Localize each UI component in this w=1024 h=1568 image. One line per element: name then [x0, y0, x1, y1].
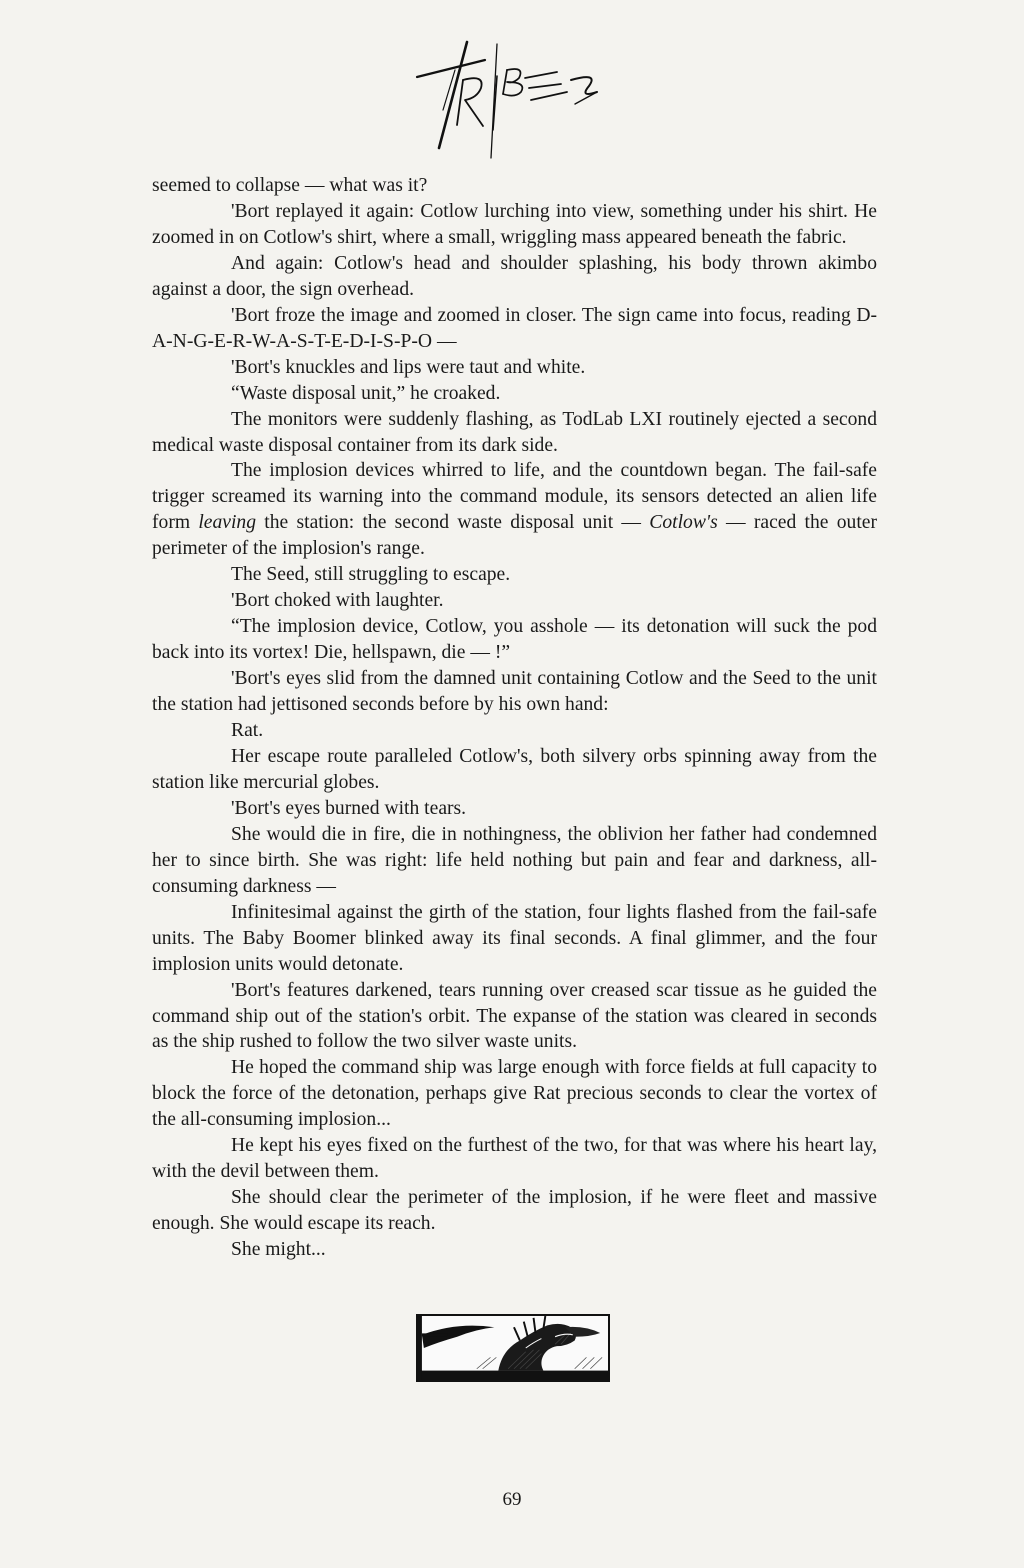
paragraph: And again: Cotlow's head and shoulder splashing, his body thrown akimbo against a door, the sign overhead. [152, 252, 877, 300]
tribes-logo [385, 30, 625, 170]
paragraph: 'Bort's knuckles and lips were taut and white. [231, 356, 586, 378]
paragraph: She might... [231, 1239, 326, 1261]
paragraph [152, 458, 877, 562]
paragraph: Rat. [231, 720, 264, 742]
paragraph: “The implosion device, Cotlow, you asshole — its detonation will suck the pod back into its vortex! Die, hellspawn, die — !” [152, 616, 877, 664]
alien-vignette-illustration [416, 1314, 610, 1382]
paragraph-segment: — raced the outer perimeter of the implosion's range. [152, 512, 877, 560]
paragraph: seemed to collapse — what was it? [152, 175, 428, 196]
story-text [152, 173, 877, 1263]
paragraph: The monitors were suddenly flashing, as TodLab LXI routinely ejected a second medical waste disposal container from its dark side. [152, 408, 877, 456]
paragraph: The Seed, still struggling to escape. [231, 564, 511, 586]
paragraph: 'Bort choked with laughter. [231, 590, 444, 612]
paragraph: He hoped the command ship was large enough with force fields at full capacity to block the force of the detonation, perhaps give Rat precious seconds to clear the vortex of the all-consuming implosion... [152, 1057, 877, 1131]
paragraph: 'Bort's eyes slid from the damned unit containing Cotlow and the Seed to the unit the station had jettisoned seconds before by his own hand: [152, 668, 877, 716]
alien-vignette-art [418, 1316, 608, 1380]
paragraph: 'Bort's eyes burned with tears. [231, 797, 467, 819]
paragraph: She would die in fire, die in nothingness, the oblivion her father had condemned her to since birth. She was right: life held nothing but pain and fear and darkness, all-consuming darkness — [152, 823, 877, 897]
paragraph: Infinitesimal against the girth of the station, four lights flashed from the fail-safe units. The Baby Boomer blinked away its final seconds. A final glimmer, and the four implosion units would detonate. [152, 901, 877, 975]
paragraph: She should clear the perimeter of the implosion, if he were fleet and massive enough. She would escape its reach. [152, 1187, 877, 1235]
italic-segment: leaving [198, 512, 257, 534]
tribes-logo-art [385, 30, 625, 170]
paragraph-segment: The implosion devices whirred to life, and the countdown began. The fail-safe trigger screamed its warning into the command module, its sensors detected an alien life form [152, 460, 877, 534]
paragraph: Her escape route paralleled Cotlow's, both silvery orbs spinning away from the station like mercurial globes. [152, 745, 877, 793]
italic-segment: Cotlow's [649, 512, 718, 534]
paragraph: 'Bort replayed it again: Cotlow lurching into view, something under his shirt. He zoomed in on Cotlow's shirt, where a small, wriggling mass appeared beneath the fabric. [152, 200, 877, 248]
paragraph-segment: the station: the second waste disposal unit — [256, 512, 650, 534]
paragraph: He kept his eyes fixed on the furthest of the two, for that was where his heart lay, with the devil between them. [152, 1135, 877, 1183]
paragraph: 'Bort froze the image and zoomed in closer. The sign came into focus, reading D-A-N-G-E-R-W-A-S-T-E-D-I-S-P-O — [152, 304, 877, 352]
page-number: 69 [502, 1489, 522, 1510]
paragraph: “Waste disposal unit,” he croaked. [231, 382, 501, 404]
paragraph: 'Bort's features darkened, tears running over creased scar tissue as he guided the command ship out of the station's orbit. The expanse of the station was cleared in seconds as the ship rushed to follow the two silver waste units. [152, 979, 877, 1053]
